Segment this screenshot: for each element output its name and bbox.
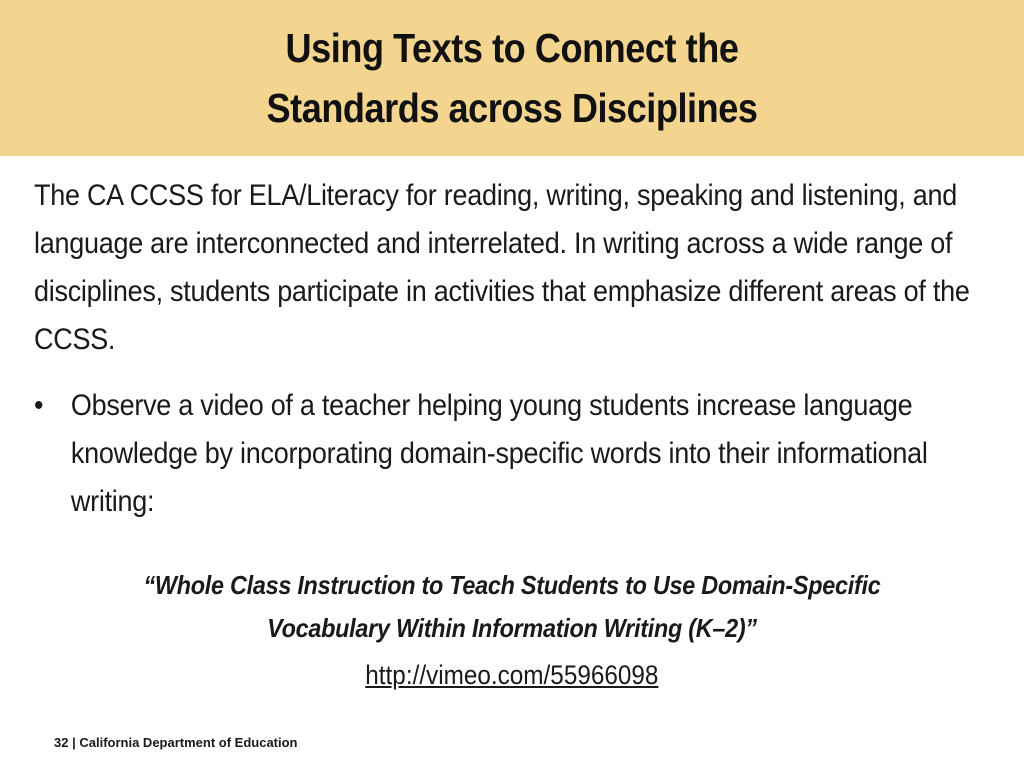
page-number: 32 bbox=[54, 735, 69, 750]
slide-title bbox=[116, 18, 908, 138]
bullet-icon: • bbox=[34, 389, 44, 422]
bullet-text: Observe a video of a teacher helping young students increase language knowledge by incorporating domain-specific words into their informational writing: bbox=[70, 389, 928, 518]
footer bbox=[54, 734, 298, 752]
bullet-item bbox=[34, 382, 971, 526]
video-title: “Whole Class Instruction to Teach Students to Use Domain-Specific Vocabulary Within Information Writing (K–2)” bbox=[143, 570, 881, 643]
intro-paragraph: The CA CCSS for ELA/Literacy for reading, writing, speaking and listening, and language are interconnected and interrelated. In writing across a wide range of disciplines, students participate in activities that emphasize different areas of the CCSS. bbox=[34, 179, 970, 356]
title-band bbox=[0, 0, 1024, 156]
bullet-list bbox=[34, 382, 1024, 526]
video-link[interactable]: http://vimeo.com/55966098 bbox=[365, 660, 659, 690]
footer-separator: | bbox=[72, 735, 76, 750]
video-link-container bbox=[0, 655, 1024, 695]
slide-title-line-1: Using Texts to Connect the bbox=[285, 25, 739, 71]
slide-title-line-2: Standards across Disciplines bbox=[266, 85, 758, 131]
footer-organization: California Department of Education bbox=[79, 735, 298, 750]
